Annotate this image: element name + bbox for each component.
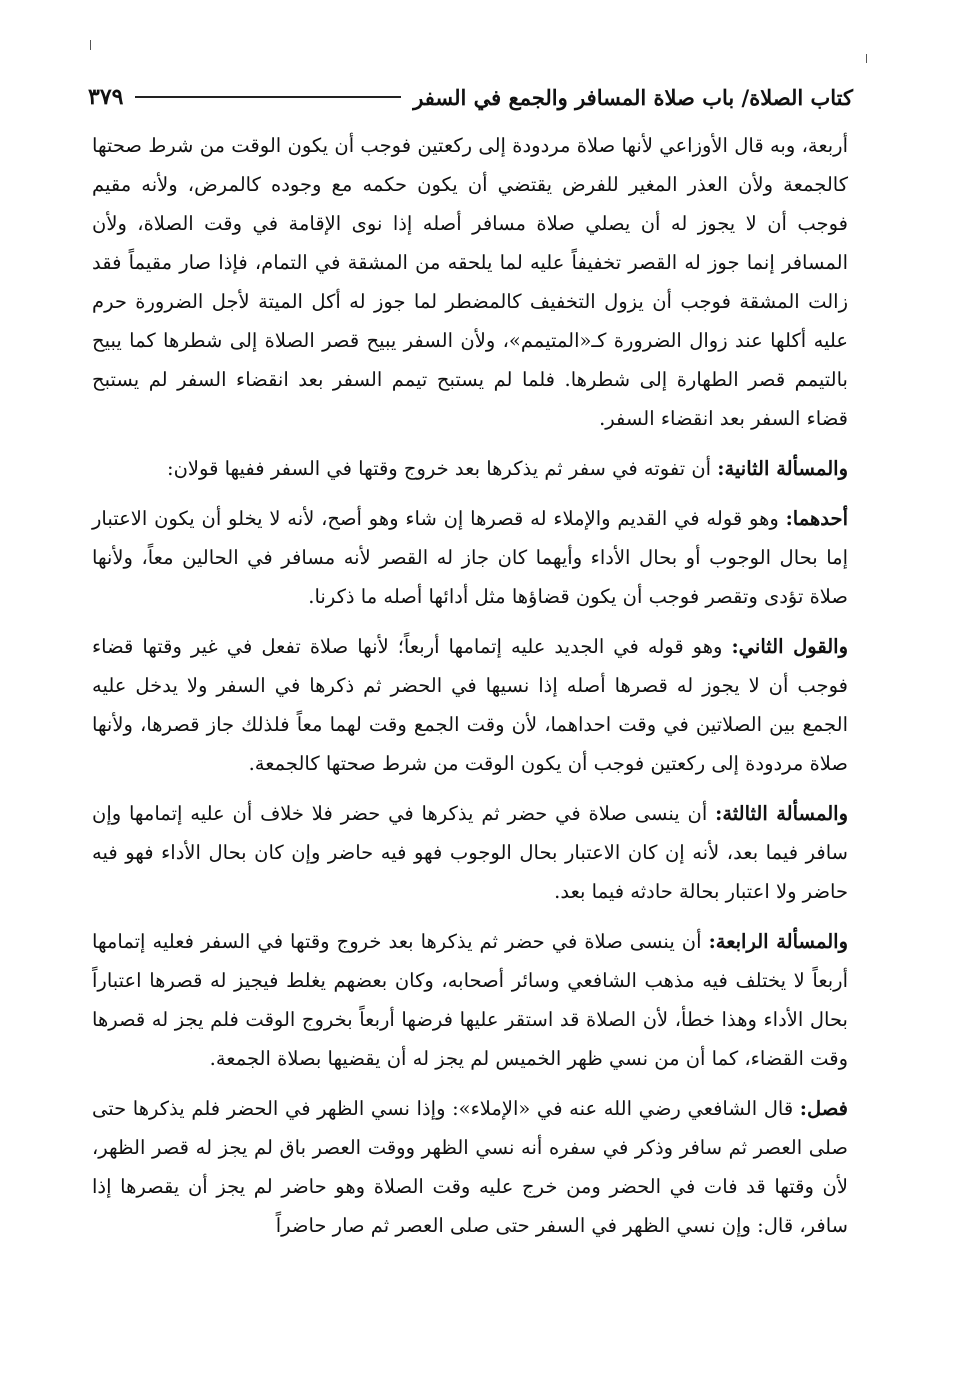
paragraph-4 bbox=[92, 627, 848, 783]
paragraph-5 bbox=[92, 794, 848, 911]
paragraph-1 bbox=[92, 126, 848, 438]
paragraph-text: أن ينسى صلاة في حضر ثم يذكرها بعد خروج وقتها في السفر فعليه إتمامها أربعاً لا يختلف فيه مذهب الشافعي وسائر أصحابه، وكان بعضهم يغلط فيجيز له قصرها اعتباراً بحال الأداء وهذا خطأ، لأن الصلاة قد استقر عليها فرضها أربعاً بخروج الوقت فلم يجز له قصرها وقت القضاء، كما أن من نسي ظهر الخميس لم يجز له أن يقضيها بصلاة الجمعة. bbox=[92, 930, 848, 1070]
paragraph-lead: فصل: bbox=[799, 1097, 848, 1120]
paragraph-lead: والمسألة الثالثة: bbox=[715, 802, 848, 825]
paragraph-3 bbox=[92, 499, 848, 616]
paragraph-text: وهو قوله في القديم والإملاء له قصرها إن شاء وهو أصح، لأنه لا يخلو أن يكون الاعتبار إما بحال الوجوب أو بحال الأداء وأيهما كان جاز له القصر لأنه مسافر في الحالين معاً، ولأنها صلاة تؤدى وتقصر فوجب أن يكون قضاؤها مثل أدائها أصله ما ذكرنا. bbox=[92, 507, 848, 608]
scan-mark-left bbox=[90, 40, 91, 50]
paragraph-lead: أحدهما: bbox=[785, 507, 848, 530]
paragraph-lead: والمسألة الثانية: bbox=[717, 457, 848, 480]
page-header bbox=[88, 78, 853, 116]
paragraph-text: قال الشافعي رضي الله عنه في «الإملاء»: وإذا نسي الظهر في الحضر فلم يذكرها حتى صلى العصر ثم سافر وذكر في سفره أنه نسي الظهر ووقت العصر باق لم يجز له قصر الظهر، لأن وقتها قد فات في الحضر ومن خرج عليه وقت الصلاة وهو حاضر لم يجز أن يقصرها إذا سافر، قال: وإن نسي الظهر في السفر حتى صلى العصر ثم صار حاضراً bbox=[92, 1097, 848, 1237]
running-title: كتاب الصلاة/ باب صلاة المسافر والجمع في السفر bbox=[413, 84, 853, 110]
paragraph-2 bbox=[92, 449, 848, 488]
page-number: ٣٧٩ bbox=[88, 84, 124, 110]
paragraph-lead: والمسألة الرابعة: bbox=[708, 930, 848, 953]
paragraph-text: وهو قوله في الجديد عليه إتمامها أربعاً؛ لأنها صلاة تفعل في غير وقتها قضاء فوجب أن لا يجوز له قصرها أصله إذا نسيها في الحضر ثم ذكرها في السفر ولا يدخل عليه الجمع بين الصلاتين في وقت احداهما، لأن وقت الجمع وقت لهما معاً فلذلك جاز قصرها، ولأنها صلاة مردودة إلى ركعتين فوجب أن يكون الوقت من شرط صحتها كالجمعة. bbox=[92, 635, 848, 775]
paragraph-text: أن تفوته في سفر ثم يذكرها بعد خروج وقتها في السفر ففيها قولان: bbox=[167, 457, 718, 480]
paragraph-text: أن ينسى صلاة في حضر ثم يذكرها في حضر فلا خلاف أن عليه إتمامها وإن سافر فيما بعد، لأنه إن كان الاعتبار بحال الوجوب فهو فيه حاضر وإن كان بحال الأداء فهو فيه حاضر ولا اعتبار بحالة حادثه فيما بعد. bbox=[92, 802, 848, 903]
paragraph-text: أربعة، وبه قال الأوزاعي لأنها صلاة مردودة إلى ركعتين فوجب أن يكون الوقت من شرط صحتها كالجمعة ولأن العذر المغير للفرض يقتضي أن يكون حكمه مع وجوده كالمرض، ولأنه مقيم فوجب أن لا يجوز له أن يصلي صلاة مسافر أصله إذا نوى الإقامة في وقت الصلاة، ولأن المسافر إنما جوز له القصر تخفيفاً عليه لما يلحقه من المشقة في التمام، فإذا صار مقيماً فقد زالت المشقة فوجب أن يزول التخفيف كالمضطر لما جوز له أكل الميتة لأجل الضرورة حرم عليه أكلها عند زوال الضرورة كـ«المتيمم»، ولأن السفر يبيح قصر الصلاة إلى شطرها كما يبيح بالتيمم قصر الطهارة إلى شطرها. فلما لم يستبح تيمم السفر بعد انقضاء السفر لم يستبح قضاء السفر بعد انقضاء السفر. bbox=[92, 134, 848, 430]
scan-mark-right bbox=[866, 54, 867, 63]
paragraph-6 bbox=[92, 922, 848, 1078]
page-body bbox=[92, 126, 848, 1256]
paragraph-lead: والقول الثاني: bbox=[731, 635, 848, 658]
header-rule bbox=[135, 96, 401, 98]
paragraph-7 bbox=[92, 1089, 848, 1245]
